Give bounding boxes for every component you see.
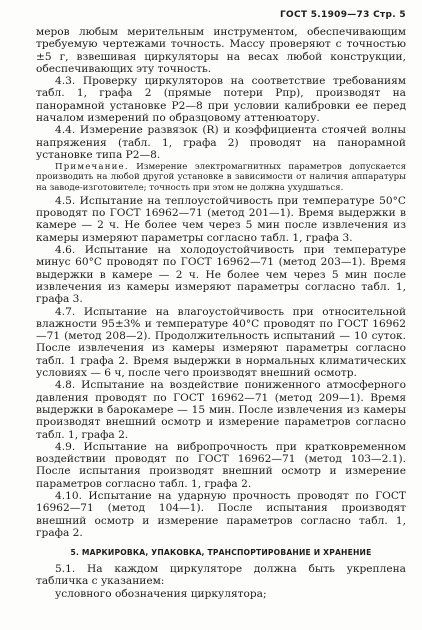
page-header: ГОСТ 5.1909—73 Стр. 5 (279, 10, 406, 20)
paragraph-4-7: 4.7. Испытание на влагоустойчивость при относительной влажности 95±3% и температуре 40°С проводят по ГОСТ 16962—71 (метод 208—2). Продолжительность испытаний — 10 суток. После извлечения из камеры измеряют параметры согласно табл. 1 графа 2. Время выдержки в нормальных климатических условиях — 6 ч, после чего производят внешний осмотр. (36, 305, 406, 380)
paragraph-4-6: 4.6. Испытание на холодоустойчивость при температуре минус 60°С проводят по ГОСТ 16962—71 (метод 203—1). Время выдержки в камере — 2 ч. Не более чем через 5 мин после извлечения из камеры измеряют параметры согласно табл. 1, графа 3. (36, 244, 406, 306)
note-text: Измерение электромагнитных параметров допускается производить на любой другой установке в зависимости от наличия аппаратуры на заводе-изготовителе; точность при этом не должна ухудшаться. (36, 162, 407, 193)
paragraph-5-1-item: условного обозначения циркулятора; (55, 587, 267, 600)
paragraph-continuation: меров любым мерительным инструментом, обеспечивающим требуемую чертежами точность. Массу проверяют с точностью ±5 г, взвешивая циркуляторы на весах любой конструкции, обеспечивающих эту точность. (36, 26, 406, 75)
paragraph-4-4: 4.4. Измерение развязок (R) и коэффициента стоячей волны напряжения (табл. 1, графа 2) проводят на панорамной установке типа Р2—8. (36, 124, 406, 161)
note (36, 162, 406, 193)
paragraph-4-3: 4.3. Проверку циркуляторов на соответствие требованиям табл. 1, графа 2 (прямые потери Pпр), производят на панорамной установке Р2—8 при условии калибровки ее перед началом измерений по образцовому аттенюатору. (36, 75, 406, 125)
paragraph-4-9: 4.9. Испытание на вибропрочность при кратковременном воздействии проводят по ГОСТ 16962—71 (метод 103—2.1). После испытания производят внешний осмотр и измерение параметров согласно табл. 1, графа 2. (36, 440, 406, 490)
section-title-5: 5. МАРКИРОВКА, УПАКОВКА, ТРАНСПОРТИРОВАНИЕ И ХРАНЕНИЕ (70, 548, 372, 558)
note-label: Примечание. (55, 162, 129, 173)
paragraph-4-5: 4.5. Испытание на теплоустойчивость при температуре 50°С проводят по ГОСТ 16962—71 (метод 201—1). Время выдержки в камере — 2 ч. Не более чем через 5 мин после извлечения из камеры измеряют параметры согласно табл. 1, графа 3. (36, 194, 406, 244)
paragraph-5-1: 5.1. На каждом циркуляторе должна быть укреплена табличка с указанием: (36, 563, 406, 588)
paragraph-4-8: 4.8. Испытание на воздействие пониженного атмосферного давления проводят по ГОСТ 16962—71 (метод 209—1). Время выдержки в барокамере — 15 мин. После извлечения из камеры производят внешний осмотр и измерение параметров согласно табл. 1, графа 2. (36, 379, 406, 441)
paragraph-4-10: 4.10. Испытание на ударную прочность проводят по ГОСТ 16962—71 (метод 104—1). После испытания производят внешний осмотр и измерение параметров согласно табл. 1, графа 2. (36, 490, 406, 539)
